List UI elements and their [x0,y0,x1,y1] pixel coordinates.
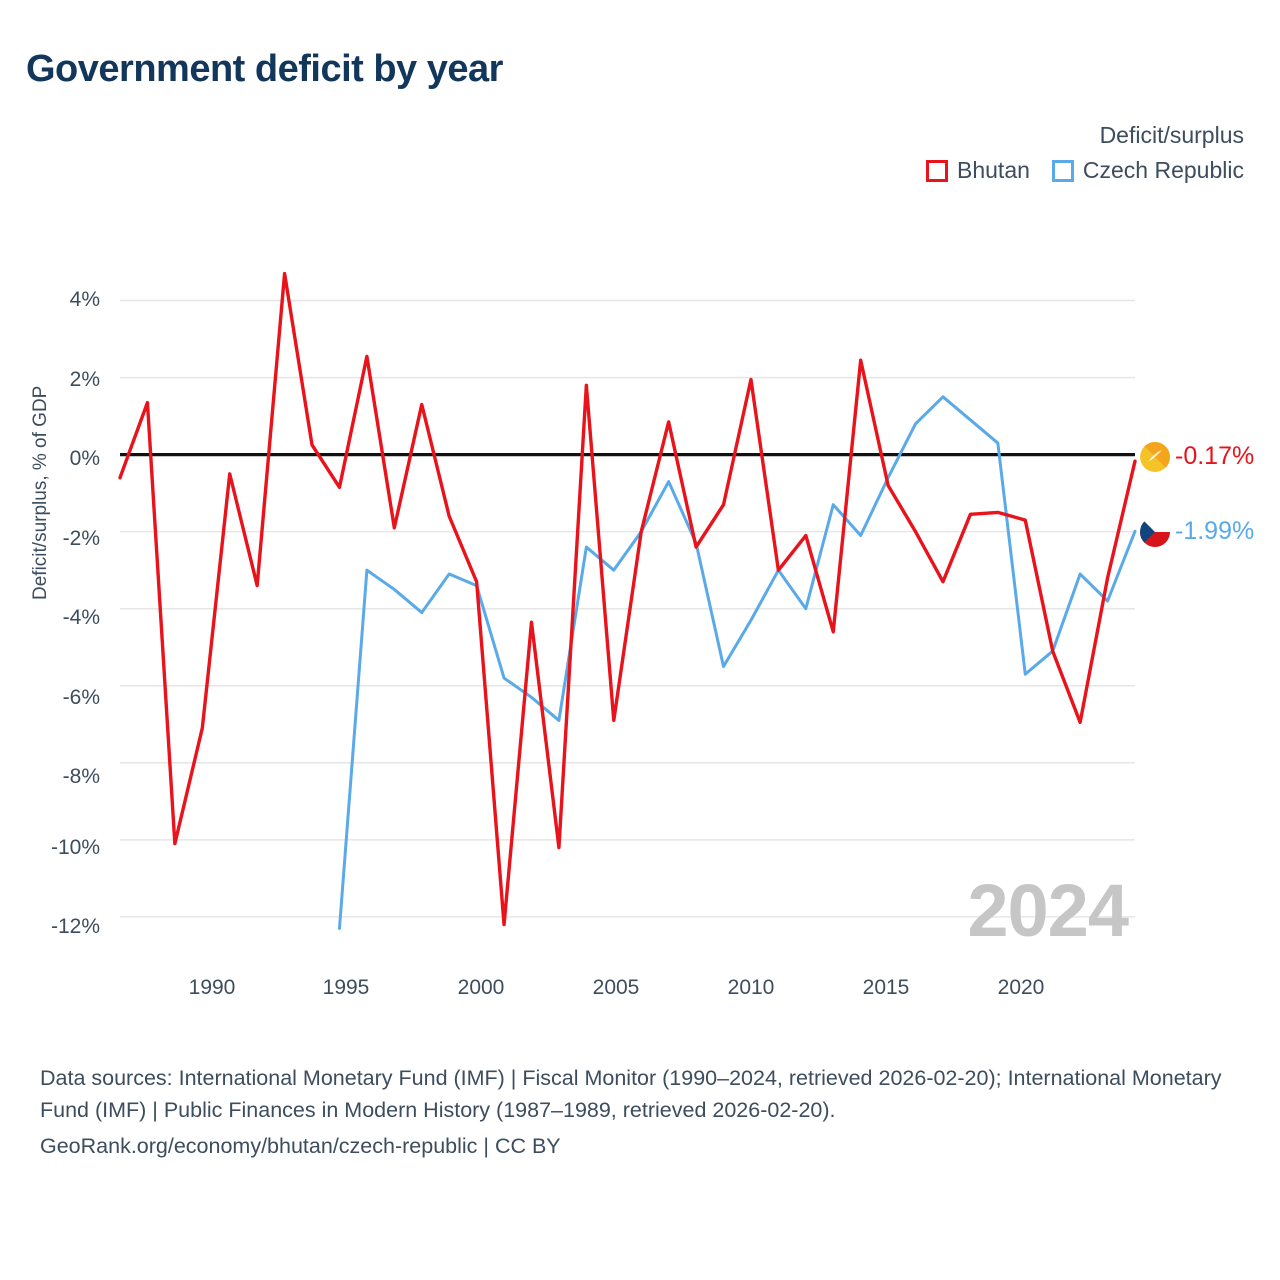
x-tick-label: 1995 [322,976,370,999]
page-title: Government deficit by year [26,48,503,90]
end-label-czech-republic: -1.99% [1175,517,1255,545]
y-axis-label: Deficit/surplus, % of GDP [30,385,51,600]
series-lines [120,274,1135,929]
x-tick-label: 2015 [862,976,910,999]
footer-sources: Data sources: International Monetary Fund (IMF) | Fiscal Monitor (1990–2024, retrieved 2026-02-20); International Monetary Fund (IMF) | Public Finances in Modern History (1987–1989, retrieved 2026-02-20). [40,1066,1222,1122]
series-line-czech-republic [339,397,1135,929]
legend-title: Deficit/surplus [1099,122,1244,148]
footer-attribution: GeoRank.org/economy/bhutan/czech-republic | CC BY [40,1134,561,1158]
y-tick-label: -10% [50,836,100,859]
footer [40,1062,1250,1162]
legend-label-bhutan: Bhutan [957,157,1030,183]
y-tick-label: -2% [62,527,100,550]
x-tick-label: 2010 [727,976,775,999]
czech-republic-flag-icon [1140,517,1170,547]
y-tick-label: -4% [62,606,100,629]
x-tick-label: 2020 [997,976,1045,999]
year-watermark: 2024 [967,869,1128,952]
bhutan-flag-icon [1140,442,1170,472]
x-tick-label: 2005 [592,976,640,999]
gridlines [120,301,1135,917]
legend-label-czech-republic: Czech Republic [1082,157,1244,183]
y-tick-label: -6% [62,686,100,709]
x-tick-label: 1990 [188,976,236,999]
y-tick-label: 0% [69,447,100,470]
x-tick-label: 2000 [457,976,505,999]
series-line-bhutan [120,274,1135,925]
y-tick-label: -8% [62,765,100,788]
end-label-bhutan: -0.17% [1175,442,1255,470]
y-tick-label: 4% [69,288,100,311]
y-tick-label: -12% [50,915,100,938]
y-tick-label: 2% [69,368,100,391]
